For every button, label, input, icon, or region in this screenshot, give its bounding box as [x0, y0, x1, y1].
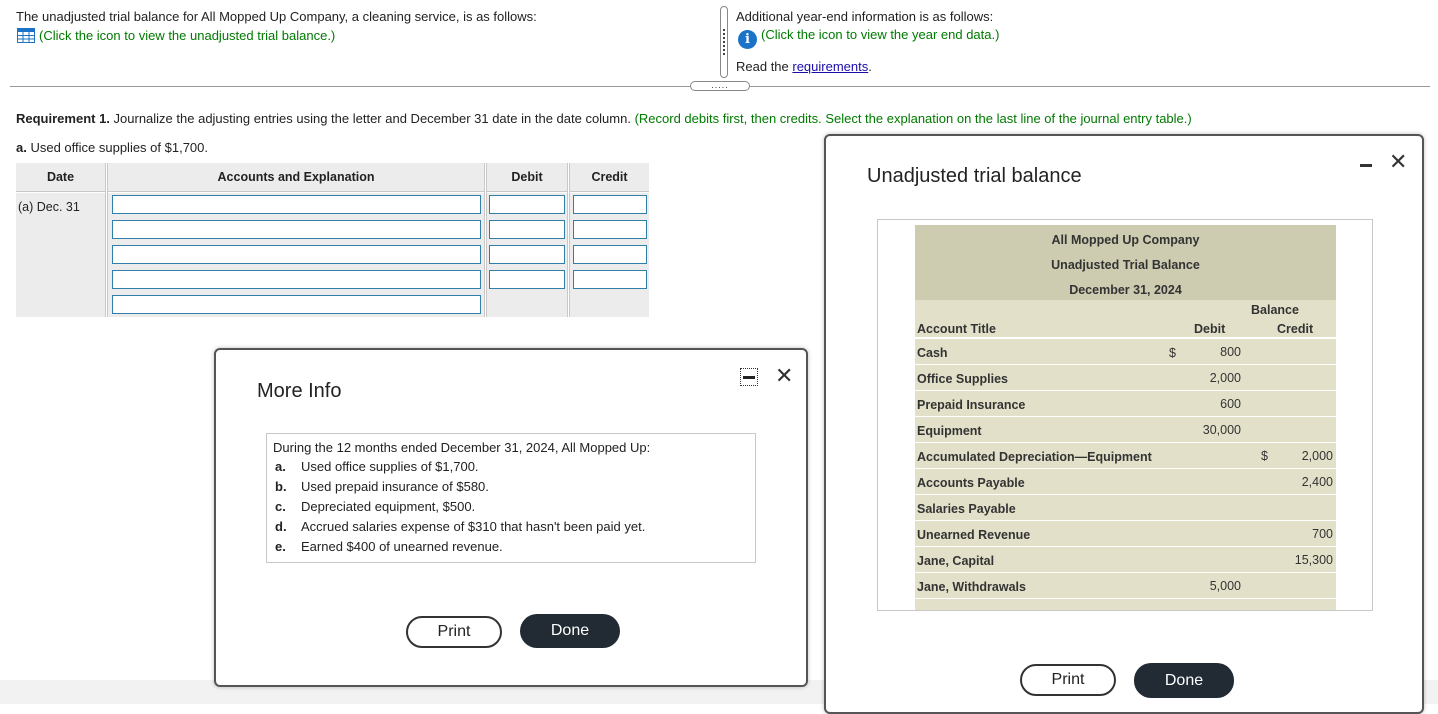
more-info-dialog: [214, 348, 808, 687]
panel-splitter-vertical[interactable]: [720, 6, 728, 78]
table-row: [915, 391, 1336, 417]
column-divider: [484, 163, 487, 317]
debit-amount: 2,000: [1209, 371, 1241, 385]
info-item-text: Accrued salaries expense of $310 that hasn't been paid yet.: [301, 519, 646, 534]
trial-balance-frame: [877, 219, 1373, 611]
info-item-text: Used prepaid insurance of $580.: [301, 479, 489, 494]
table-icon[interactable]: [17, 28, 35, 43]
info-item-text: Depreciated equipment, $500.: [301, 499, 476, 514]
read-requirements: [736, 59, 872, 74]
account-name: Prepaid Insurance: [917, 398, 1026, 412]
account-name: Accounts Payable: [917, 476, 1025, 490]
year-end-info-box: [266, 433, 756, 563]
credit-input-3[interactable]: [573, 245, 647, 264]
table-row: [915, 521, 1336, 547]
debit-input-4[interactable]: [489, 270, 565, 289]
report-date: December 31, 2024: [1069, 283, 1182, 297]
table-row: [915, 443, 1336, 469]
table-row: [915, 339, 1336, 365]
year-end-link[interactable]: (Click the icon to view the year end data.): [761, 27, 1000, 42]
trial-balance-intro: The unadjusted trial balance for All Mopped Up Company, a cleaning service, is as follows:: [16, 9, 537, 24]
info-item-letter: d.: [275, 519, 287, 534]
credit-amount: 2,000: [1301, 449, 1333, 463]
account-title-header: Account Title: [917, 322, 996, 336]
minimize-icon[interactable]: [1360, 164, 1372, 167]
table-row: [915, 469, 1336, 495]
company-name: All Mopped Up Company: [1051, 233, 1200, 247]
table-row: [915, 573, 1336, 599]
debit-column-header: Debit: [487, 163, 567, 191]
requirement-line: [16, 111, 1192, 126]
sub-requirement-text: Used office supplies of $1,700.: [26, 140, 208, 155]
table-row: [915, 495, 1336, 521]
account-name: Equipment: [917, 424, 982, 438]
sub-requirement-label: a.: [16, 140, 27, 155]
minimize-icon: [743, 376, 755, 379]
info-item: [275, 539, 503, 554]
explanation-input[interactable]: [112, 295, 481, 314]
info-item: [275, 459, 479, 474]
debit-amount: 800: [1220, 345, 1241, 359]
credit-header: Credit: [1277, 322, 1314, 336]
debit-input-3[interactable]: [489, 245, 565, 264]
info-intro: During the 12 months ended December 31, 2024, All Mopped Up:: [273, 440, 651, 455]
header-divider: [16, 191, 649, 193]
account-name: Cash: [917, 346, 948, 360]
account-name: Jane, Capital: [917, 554, 995, 568]
read-suffix: .: [868, 59, 872, 74]
account-name: Office Supplies: [917, 372, 1008, 386]
journal-entry-table: [16, 163, 649, 317]
done-button[interactable]: Done: [520, 614, 620, 648]
close-icon[interactable]: ✕: [775, 363, 794, 388]
account-name: Accumulated Depreciation—Equipment: [917, 450, 1152, 464]
info-item: [275, 479, 489, 494]
trial-balance-dialog: [824, 134, 1424, 714]
info-item-letter: b.: [275, 479, 287, 494]
info-item-text: Used office supplies of $1,700.: [301, 459, 479, 474]
info-item-letter: e.: [275, 539, 286, 554]
read-prefix: Read the: [736, 59, 793, 74]
credit-dollar-sign: $: [1261, 449, 1268, 463]
panel-splitter-horizontal[interactable]: .....: [690, 81, 750, 91]
year-end-link-row[interactable]: [738, 27, 999, 49]
account-input-1[interactable]: [112, 195, 481, 214]
table-row: [915, 417, 1336, 443]
credit-amount: 700: [1312, 527, 1333, 541]
table-row: [915, 365, 1336, 391]
column-divider: [105, 163, 108, 317]
column-divider: [567, 163, 570, 317]
requirement-hint: (Record debits first, then credits. Select the explanation on the last line of the journal entry table.): [634, 111, 1192, 126]
trial-balance-link[interactable]: (Click the icon to view the unadjusted trial balance.): [39, 28, 336, 43]
credit-input-1[interactable]: [573, 195, 647, 214]
debit-amount: 30,000: [1202, 423, 1241, 437]
balance-label: Balance: [1251, 303, 1299, 317]
info-item: [275, 499, 475, 514]
info-item-text: Earned $400 of unearned revenue.: [301, 539, 503, 554]
debit-header: Debit: [1194, 322, 1226, 336]
account-input-4[interactable]: [112, 270, 481, 289]
print-button[interactable]: Print: [1020, 664, 1116, 696]
sub-requirement: [16, 140, 208, 155]
journal-date-cell: (a) Dec. 31: [18, 200, 80, 214]
trial-balance-link-row[interactable]: [17, 28, 335, 43]
account-name: Jane, Withdrawals: [917, 580, 1026, 594]
info-item-letter: c.: [275, 499, 286, 514]
date-column-header: Date: [16, 163, 105, 191]
requirement-text: Journalize the adjusting entries using the letter and December 31 date in the date column.: [109, 111, 635, 126]
debit-input-2[interactable]: [489, 220, 565, 239]
credit-input-2[interactable]: [573, 220, 647, 239]
requirement-label: Requirement 1.: [16, 111, 110, 126]
dialog-title: More Info: [257, 380, 342, 402]
close-icon[interactable]: ✕: [1389, 149, 1408, 174]
requirements-link[interactable]: requirements: [792, 59, 869, 74]
minimize-button[interactable]: [740, 368, 758, 386]
column-header-row: [915, 300, 1336, 338]
credit-input-4[interactable]: [573, 270, 647, 289]
credit-column-header: Credit: [570, 163, 649, 191]
account-name: Salaries Payable: [917, 502, 1016, 516]
debit-dollar-sign: $: [1169, 346, 1176, 360]
info-item: [275, 519, 645, 534]
splitter-grip: [723, 29, 725, 55]
debit-amount: 600: [1220, 397, 1241, 411]
trial-balance-header: [915, 225, 1336, 300]
debit-input-1[interactable]: [489, 195, 565, 214]
print-button[interactable]: Print: [406, 616, 502, 648]
info-item-letter: a.: [275, 459, 286, 474]
done-button[interactable]: Done: [1134, 663, 1234, 698]
account-input-2[interactable]: [112, 220, 481, 239]
credit-amount: 15,300: [1294, 553, 1333, 567]
info-icon[interactable]: i: [738, 30, 757, 49]
credit-amount: 2,400: [1301, 475, 1333, 489]
account-input-3[interactable]: [112, 245, 481, 264]
table-row: [915, 547, 1336, 573]
report-name: Unadjusted Trial Balance: [1051, 258, 1200, 272]
account-name: Unearned Revenue: [917, 528, 1031, 542]
table-row-partial: [915, 599, 1336, 611]
additional-info-intro: Additional year-end information is as follows:: [736, 9, 994, 24]
debit-amount: 5,000: [1209, 579, 1241, 593]
dialog-title: Unadjusted trial balance: [867, 165, 1082, 187]
accounts-column-header: Accounts and Explanation: [108, 163, 484, 191]
